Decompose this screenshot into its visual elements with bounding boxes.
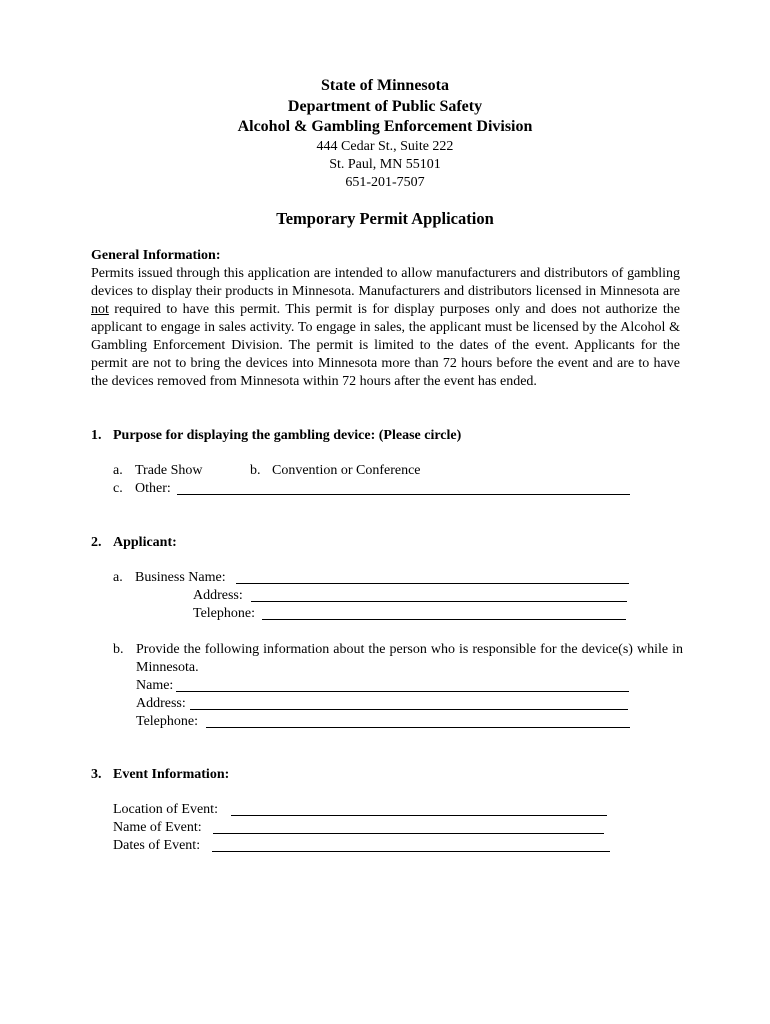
item-b-text: Provide the following information about the person who is responsible for the device(s) while in Minnesota. bbox=[136, 642, 683, 675]
section-1-heading bbox=[91, 427, 461, 445]
event-dates-label: Dates of Event: bbox=[113, 838, 201, 853]
responsible-telephone-field[interactable] bbox=[206, 714, 630, 728]
section-3-title: Event Information: bbox=[113, 767, 230, 782]
option-b-label: Convention or Conference bbox=[272, 463, 421, 478]
item-a-marker: a. bbox=[113, 570, 123, 585]
section-1-title: Purpose for displaying the gambling device: (Please circle) bbox=[113, 428, 462, 443]
event-name-label: Name of Event: bbox=[113, 820, 202, 835]
page-title: Temporary Permit Application bbox=[276, 209, 494, 228]
business-address-label: Address: bbox=[193, 588, 243, 603]
general-information bbox=[91, 247, 680, 391]
option-c-marker: c. bbox=[113, 481, 123, 496]
option-a-marker: a. bbox=[113, 463, 123, 478]
event-name-field[interactable] bbox=[213, 820, 604, 834]
event-dates-field[interactable] bbox=[212, 838, 610, 852]
section-1-number: 1. bbox=[91, 428, 102, 443]
business-name-field[interactable] bbox=[236, 570, 629, 584]
department-name: Department of Public Safety bbox=[287, 97, 483, 115]
section-2-heading bbox=[91, 534, 177, 552]
event-location-field[interactable] bbox=[231, 802, 607, 816]
section-3-heading bbox=[91, 766, 229, 784]
option-a[interactable] bbox=[113, 462, 203, 480]
business-telephone-field[interactable] bbox=[262, 606, 626, 620]
business-telephone-label: Telephone: bbox=[193, 606, 255, 621]
division-name: Alcohol & Gambling Enforcement Division bbox=[237, 118, 533, 135]
letterhead bbox=[0, 76, 770, 192]
responsible-person-instructions bbox=[113, 641, 683, 677]
general-text-part1: Permits issued through this application are intended to allow manufacturers and distributors of gambling devices to display their products in Minnesota. Manufacturers and distributors licensed in Minnesota are bbox=[91, 266, 680, 299]
event-location-label: Location of Event: bbox=[113, 802, 218, 817]
business-name-label: Business Name: bbox=[135, 570, 226, 585]
option-a-label: Trade Show bbox=[135, 463, 203, 478]
option-c-label: Other: bbox=[135, 481, 171, 496]
section-2-number: 2. bbox=[91, 535, 102, 550]
responsible-telephone-label: Telephone: bbox=[136, 714, 198, 729]
general-information-heading: General Information: bbox=[91, 248, 221, 263]
business-name-row bbox=[113, 569, 226, 587]
other-purpose-field[interactable] bbox=[177, 481, 630, 495]
option-b-marker: b. bbox=[250, 463, 261, 478]
street-address: 444 Cedar St., Suite 222 bbox=[316, 138, 454, 154]
general-text-underlined: not bbox=[91, 302, 109, 317]
general-information-text bbox=[91, 265, 680, 391]
responsible-name-field[interactable] bbox=[176, 678, 629, 692]
responsible-address-field[interactable] bbox=[190, 696, 628, 710]
section-2-title: Applicant: bbox=[113, 535, 177, 550]
general-text-part2: required to have this permit. This permit is for display purposes only and does not authorize the applicant to engage in sales activity. To engage in sales, the applicant must be licensed by the Alcohol & Gambling Enforcement Division. The permit is limited to the dates of the event. Applicants for the permit are not to bring the devices into Minnesota more than 72 hours before the event and are to have the devices removed from Minnesota within 72 hours after the event has ended. bbox=[91, 302, 680, 389]
responsible-address-label: Address: bbox=[136, 696, 186, 711]
section-3-number: 3. bbox=[91, 767, 102, 782]
option-c bbox=[113, 480, 171, 498]
responsible-name-label: Name: bbox=[136, 678, 174, 693]
item-b-marker: b. bbox=[113, 642, 124, 657]
city-address: St. Paul, MN 55101 bbox=[329, 156, 441, 172]
option-b[interactable] bbox=[250, 462, 421, 480]
business-address-field[interactable] bbox=[251, 588, 627, 602]
state-name: State of Minnesota bbox=[321, 77, 449, 94]
phone-number: 651-201-7507 bbox=[345, 174, 425, 190]
